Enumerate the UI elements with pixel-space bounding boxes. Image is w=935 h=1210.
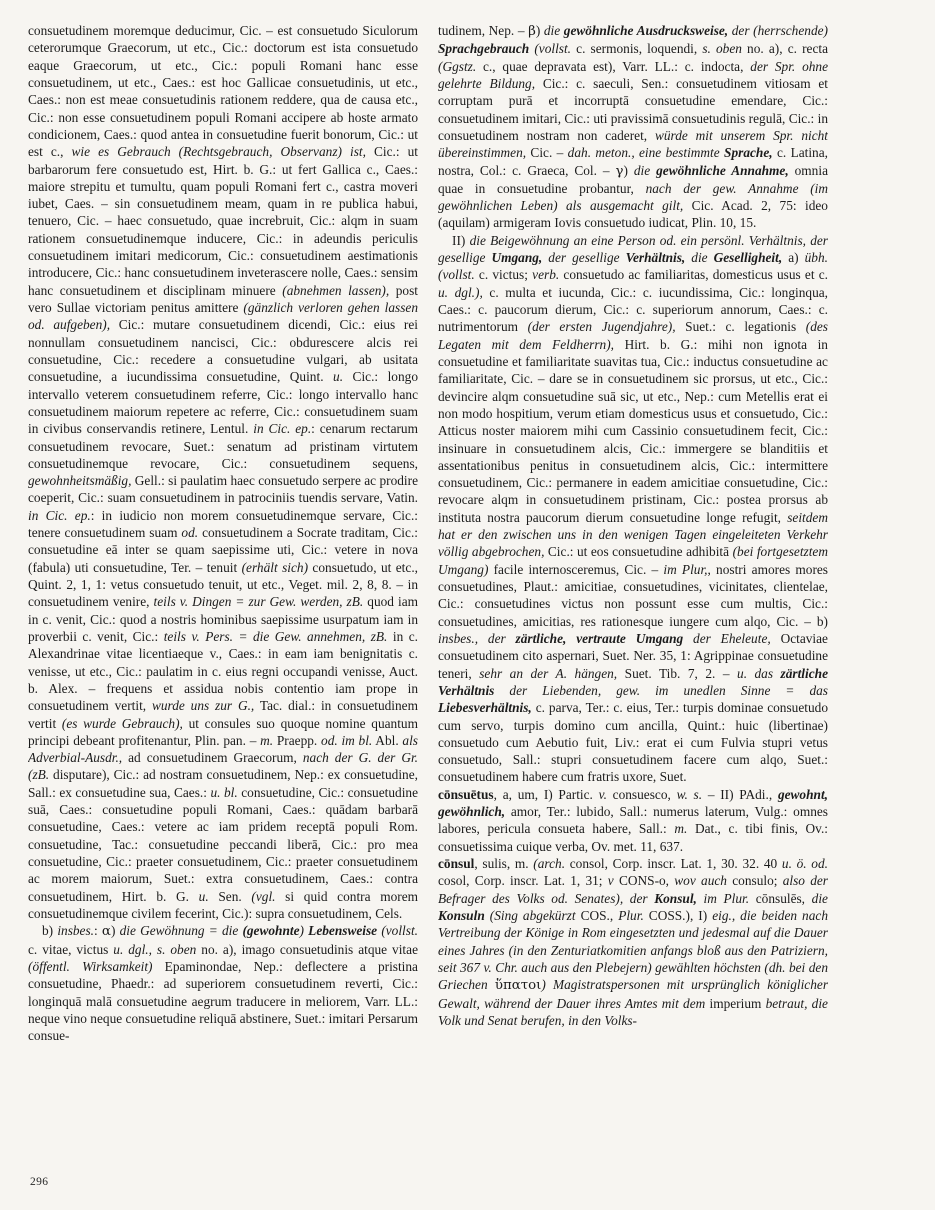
text-run: v xyxy=(607,873,614,889)
text-run: der Spr. ohne gelehrte Bildung, xyxy=(438,58,828,91)
text-run: α xyxy=(101,924,111,940)
text-run: im Plur, xyxy=(663,561,708,577)
text-run: zärtliche, vertraute Umgang xyxy=(515,630,684,646)
text-run: teils v. Dingen = zur Gew. werden, zB. xyxy=(153,594,364,610)
text-run: (arch. xyxy=(533,856,566,871)
text-run: c. multa et iucunda, Cic.: c. iucundissima, Cic.: longinqua, Caes.: c. paucorum dierum, Cic.: c. superiorum annorum, Caes.: c. nutrimentorum xyxy=(438,284,828,335)
text-run: (der ersten Jugendjahre), xyxy=(527,319,676,335)
text-run: (abnehmen lassen), xyxy=(282,282,390,298)
text-run: no. a), c. recta xyxy=(741,41,828,57)
text-run: Sprache, xyxy=(724,145,773,161)
text-run: (Ggstz. xyxy=(438,58,477,74)
text-run: Epaminondae, Nep.: deflectere a pristina consuetudine, Phaedr.: ad superiorem consuetudinem reverti, Cic.: longinquā malā consuetudine aegrum traducere in meliorem, Varr. LL.: neque vino neque consuetudine reliquā abstinere, Suet.: imitari Persarum consue- xyxy=(28,958,418,1044)
text-run: u. dgl., s. oben xyxy=(113,941,197,957)
text-run: ὕπατοι xyxy=(494,978,542,994)
text-run: eig., die beiden nach Vertreibung der Könige in Rom eingesetzten und jedesmal auf die Dauer eines Jahres (in den Zenturiatkomitien anfangs bloß aus den Patriziern, seit 367 v. Chr. auch aus den Plebejern) gewählten höchsten (dh. bei den Griechen xyxy=(438,907,828,993)
text-run: in Cic. ep. xyxy=(253,421,312,437)
text-run: v. xyxy=(598,786,607,802)
text-run: wov auch xyxy=(674,873,727,889)
text-run: die xyxy=(811,890,828,906)
text-run: consuetudinem a Socrate traditam, Cic.: consuetudine eā inter se quam saepissime uti, Cic.: vetere in nova (fabula) uti consuetudine, Ter. – tenuit xyxy=(28,525,418,575)
text-run: γ xyxy=(615,163,624,179)
text-run: gewöhnliche Annahme, xyxy=(656,162,789,178)
text-run: β xyxy=(528,24,536,39)
text-run: insbes. xyxy=(57,923,95,939)
text-run: a) xyxy=(782,250,805,266)
text-run: – II) PAdi., xyxy=(702,786,778,802)
left-text-column xyxy=(28,22,418,1152)
text-run: übh. (vollst. xyxy=(438,250,828,283)
text-run: wie es Gebrauch (Rechtsgebrauch, Observanz) ist, xyxy=(71,144,366,160)
text-run: c. vitae, victus xyxy=(28,941,114,957)
text-run: cōnsuētus xyxy=(438,786,494,802)
text-run: consuesco, xyxy=(606,786,677,802)
text-run: der Eheleute, xyxy=(683,630,771,646)
text-run: (des Legaten mit dem Feldherrn), xyxy=(438,319,828,352)
text-run: CONS-o, xyxy=(613,873,675,889)
dictionary-entry xyxy=(438,232,828,786)
text-run: m. xyxy=(260,732,274,748)
dictionary-entry xyxy=(28,22,418,922)
text-run: ad consuetudinem Graecorum, xyxy=(122,750,303,766)
text-run: gewöhnliche Ausdrucksweise, xyxy=(563,23,729,38)
text-run: m. xyxy=(674,821,688,837)
text-run: u. dgl.), xyxy=(438,284,483,300)
text-run: Cic.: c. saeculi, Sen.: consuetudinem vitiosam et corruptam purā et incorruptā consuetudine emendare, Cic.: consuetudinem imitari, Cic.: uti pravissimā consuetudinis regulā, Cic.: in consuetudinem nostram non caderet, xyxy=(438,75,828,143)
text-run: ) xyxy=(535,23,544,38)
text-run: (vgl. xyxy=(251,888,276,904)
text-run: w. s. xyxy=(676,786,703,802)
text-run: gewohnt, gewöhnlich, xyxy=(438,786,828,820)
text-run: ) Magistratspersonen mit ursprünglich königlicher Gewalt, während der Dauer ihres Amtes mit dem xyxy=(438,977,828,1011)
text-run: insbes., der xyxy=(438,630,516,646)
text-run: c., quae depravata est), Varr. LL.: c. indocta, xyxy=(476,58,751,74)
text-run: consuetudinem moremque deducimur, Cic. – est consuetudo Siculorum ceterorumque Graecorum, ut etc., Cic.: doctorum est ista consuetudo eaque Graecorum, ut etc., Cic.: populi Romani hanc esse consuetudinem, ut etc., Caes.: est hoc Gallicae consuetudinis, ut etc., Caes.: non est meae consuetudinis rationem reddere, qua de causa etc., Cic.: non esse consuetudinem populi Romani accipere ab hoste armato condicionem, Caes.: quod antea in consuetudine fuerit bonorum, Cic.: ut est c., xyxy=(28,23,418,160)
text-run: c. sermonis, loquendi, xyxy=(571,41,703,57)
text-run: seitdem hat er den zwischen uns in den wenigen Tagen eingeleiteten Verkehr völlig abgebrochen, xyxy=(438,509,828,560)
text-run: Lebensweise xyxy=(308,923,378,939)
text-run: Geselligheit, xyxy=(713,250,783,266)
text-run: ) xyxy=(110,923,120,939)
text-run: Verhältnis, xyxy=(625,250,686,266)
text-run: consulo; xyxy=(726,873,783,889)
text-run: u. xyxy=(333,369,344,385)
text-run: in Cic. ep. xyxy=(28,507,91,523)
text-run: consol, Corp. inscr. Lat. 1, 30. 32. 40 xyxy=(565,856,782,871)
text-run: : in iudicio non morem consuetudinemque servare, Cic.: tenere consuetudinem suam xyxy=(28,507,418,541)
text-run: u. ö. od. xyxy=(781,856,828,871)
text-run: die xyxy=(543,23,564,38)
text-run: (es wurde Gebrauch), xyxy=(61,715,183,731)
text-run: : xyxy=(94,923,102,939)
text-run: Tac. dial.: in consuetudinem vertit xyxy=(28,698,418,731)
text-run: Sen. xyxy=(208,888,252,904)
text-run: gewohnheitsmäßig, xyxy=(28,473,132,489)
text-run: Cic.: ut eos consuetudine adhibitā xyxy=(544,544,733,560)
text-run: die xyxy=(685,250,714,266)
text-run: (bei fortgesetztem Umgang) xyxy=(438,544,828,577)
text-run: Umgang, xyxy=(491,250,543,266)
text-run: im Plur. xyxy=(696,890,750,906)
text-run: s. oben xyxy=(702,41,742,57)
text-run: dah. meton., eine bestimmte xyxy=(567,145,725,161)
text-run: Sprachgebrauch xyxy=(438,41,530,57)
text-run: Konsul, xyxy=(654,890,697,906)
text-run: consuetudine, Cic.: consuetudine suā, Caes.: consuetudine populi Romani, Caes.: quādam barbarā consuetudine, Caes.: vetere ac iam pridem receptā populi Rom. consuetudine, Tac.: consuetudine peccandi liberā, Cic.: pro mea consuetudine, Cic.: praeter consuetudinem, Cic.: praeter consuetudinem ac morem maiorum, Suet.: extra consuetudinem, Caes.: contra consuetudinem, Hirt. b. G. xyxy=(28,784,418,904)
two-column-text-body xyxy=(28,22,828,1152)
text-run: , nostri amores mores consuetudines, Plaut.: amicitiae, consuetudines, vicinitates, clientelae, Cic.: consuetudines victus non possunt esse cum multis, Cic.: consuetudines, amicitias, res rationesque iungere cum alqo, Cic. – b) xyxy=(438,561,828,629)
text-run: die Gewöhnung = die xyxy=(119,923,243,939)
text-run: die Beigewöhnung an eine Person od. ein persönl. Verhältnis, der gesellige xyxy=(438,232,828,266)
text-run: sehr an der A. hängen, xyxy=(479,665,618,681)
text-run: Suet. Tib. 7, 2. – xyxy=(617,665,738,681)
dictionary-entry xyxy=(28,922,418,1044)
text-run: , sulis, m. xyxy=(474,856,534,871)
text-run: nach der G. der Gr. (zB. xyxy=(28,750,418,783)
text-run: tudinem, Nep. – xyxy=(438,23,529,38)
text-run: Cic.: longo intervallo veterem consuetudinem referre, Cic.: longo intervallo hanc consuetudinem maiorum repetere ac referre, Cic.: consuetudinem suam in civibus conservandis retinere, Lentul. xyxy=(28,369,418,437)
text-run: in c. Alexandrinae vitae licentiaeque v., Caes.: in eam iam benignitatis c. venisse, ut etc., Cic.: paulatim in c. eius regni occupandi venisse, Auct. b. Alex. – frequens et assidua nobis contentio iam prope in consuetudinem vertit, xyxy=(28,628,418,714)
text-run: facile internosceremus, Cic. – xyxy=(488,561,664,577)
text-run: der (herrschende) xyxy=(728,23,828,38)
text-run: u. xyxy=(198,888,209,904)
text-run: Abl. xyxy=(372,732,403,748)
text-run: Cic.: mutare consuetudinem dicendi, Cic.: eius rei nonnullam consuetudinem nancisci, Cic.: obdurescere alcis rei consuetudine, Cic.: recedere a consuetudine vulgari, ab usitata consuetudine, a iucundissima consuetudine, Quint. xyxy=(28,317,418,385)
text-run: c. Latina, nostra, Col.: c. Graeca, Col. – xyxy=(438,145,828,178)
text-run: imperium xyxy=(709,995,766,1011)
text-run: teils v. Pers. = die Gew. annehmen, zB. xyxy=(163,628,388,644)
text-run: Liebesverhältnis, xyxy=(438,700,532,716)
text-run: Gell.: si paulatim haec consuetudo serpere ac prodire coeperit, Cic.: suam consuetudinem in patrociniis tuendis servare, Vatin. xyxy=(28,473,418,506)
text-run: u. bl. xyxy=(210,784,238,800)
text-run: , a, um, I) Partic. xyxy=(493,786,599,802)
text-run: u. das xyxy=(737,665,781,681)
text-run: no. a), imago consuetudinis atque vitae xyxy=(196,941,418,957)
text-run: b) xyxy=(42,923,58,939)
text-run: consuetudo, ut etc., Quint. 2, 1, 1: vetus consuetudo tenuit, ut etc., Veget. mil. 2, 8, 8. – in consuetudinem venire, xyxy=(28,559,418,610)
text-run: (Sing abgekürzt xyxy=(484,907,576,923)
dictionary-entry xyxy=(438,786,828,855)
text-run: nach der gew. Annahme (im gewöhnlichen Leben) als ausgemacht gilt, xyxy=(438,180,828,214)
text-run: (vollst. xyxy=(534,41,572,57)
text-run: der Liebenden, gew. im unedlen Sinne = das xyxy=(494,682,828,698)
text-run: ) xyxy=(623,162,634,178)
text-run: Konsuln xyxy=(438,907,485,923)
right-text-column xyxy=(438,22,828,1152)
text-run: der gesellige xyxy=(542,250,626,266)
text-run: Hirt. b. G.: mihi non ignota in consuetudine et familiaritate suavitas tua, Cic.: inductus consuetudine ac familiaritate, Cic. – dare se in consuetudinem sic prorsus, ut etc., Cic.: devincire alqm consuetudine suā sic, ut etc., Nep.: cum Metellis erat ei non modo hospitium, verum etiam domesticus usus et consuetudo, Cic.: Atticus noster maiorem mihi cum Cassinio consuetudinem fecit, Cic.: insinuare in consuetudinem alcis, Cic.: immergere se blanditiis et assentationibus penitus in consuetudinem alcis, Cic.: intermittere consuetudinem, Cic.: permanere in eadem amicitiae consuetudine, Cic.: revocare alqm in consuetudinem pristinam, Cic.: postea prorsus ab instituta nostra paucorum dierum consuetudine longe refugit, xyxy=(438,336,828,525)
text-run: die xyxy=(633,162,657,178)
text-run: Cic. Acad. 2, 75: ideo (aquilam) armigeram Iovis consuetudo iudicat, Plin. 10, 15. xyxy=(438,198,828,231)
text-run: disputare), Cic.: ad nostram consuetudinem, Nep.: ex consuetudine, Sall.: ex consuetudine sua, Caes.: xyxy=(28,767,418,800)
text-run: Suet.: c. legationis xyxy=(675,319,806,335)
text-run: (vollst. xyxy=(381,923,418,939)
text-run: od. xyxy=(181,525,199,541)
text-run: also der Befrager des Volks od. Senates), der xyxy=(438,873,828,906)
text-run: als Adverbial-Ausdr., xyxy=(28,732,418,766)
text-run: Cic. – xyxy=(526,145,568,161)
text-run: ) xyxy=(299,923,309,939)
text-run: od. im bl. xyxy=(321,732,373,748)
text-run: betraut, die Volk und Senat berufen, in den Volks- xyxy=(438,995,828,1028)
text-run: COSS.), I) xyxy=(643,907,713,923)
text-run: cōnsul xyxy=(438,856,475,871)
text-run: (gewohnte xyxy=(242,923,300,939)
text-run: Cic.: ut barbarorum fere consuetudo est, Hirt. b. G.: ut fert Gallica c., Caes.: maiore strepitu et tumultu, quam populi Romani fert c., castra moveri iubet, Caes. – sin consuetudinem meam, quam in re publica habui, tenuero, Cic. – haec consuetudo, quae increbruit, Cic.: alqm in suam rationem consuetudinemque inducere, Cic.: in adeundis periculis consuetudinem imitari medicorum, Cic.: consuetudinem aestimationis introducere, Cic.: hanc consuetudinem inveterascere nolle, Caes.: sensim hanc consuetudinem et disciplinam minuere xyxy=(28,144,418,298)
text-run: (öffentl. Wirksamkeit) xyxy=(28,958,153,974)
dictionary-entry xyxy=(438,22,828,232)
text-run: verb. xyxy=(532,267,560,283)
text-run: Octaviae consuetudinem cito aspernari, Suet. Ner. 35, 1: Agrippinae consuetudine teneri, xyxy=(438,630,828,681)
text-run: amor, Ter.: lubido, Sall.: numerus laterum, Vulg.: omnes labores, pericula consueta habere, Sall.: xyxy=(438,804,828,837)
text-run: II) xyxy=(452,232,470,248)
text-run: wurde uns zur G., xyxy=(151,698,255,714)
text-run: (gänzlich verloren gehen lassen od. aufgeben), xyxy=(28,300,418,333)
text-run: : cenarum rectarum consuetudinem revocare, Suet.: senatum ad pristinam virtutem consuetudinemque revocare, Cic.: consuetudinem sequens, xyxy=(28,421,418,471)
text-run: cosol, Corp. inscr. Lat. 1, 31; xyxy=(438,873,608,889)
text-run: Dat., c. tibi finis, Ov.: consuetissima cuique verba, Ov. met. 11, 637. xyxy=(438,821,828,854)
text-run: ut consules suo quoque nomine quantum principi debeant profitenantur, Plin. pan. – xyxy=(28,715,418,748)
text-run: cōnsulēs, xyxy=(749,890,812,906)
text-run: c. victus; xyxy=(474,267,533,283)
text-run: quod iam in c. venit, Cic.: quod a nostris hominibus saepissime usurpatum iam in proverbii c. venit, Cic.: xyxy=(28,594,418,644)
text-run: Plur. xyxy=(618,907,644,923)
text-run: Praepp. xyxy=(273,732,322,748)
dictionary-entry xyxy=(438,855,828,1029)
text-run: COS., xyxy=(575,907,619,923)
text-run: consuetudo ac familiaritas, domesticus usus et c. xyxy=(559,267,828,283)
text-run: (erhält sich) xyxy=(241,559,309,575)
text-run: omnia quae in consuetudine probantur, xyxy=(438,162,828,196)
text-run: post vero Sullae victoriam penitus amittere xyxy=(28,282,418,315)
text-run: si quid contra morem consuetudinemque civilem fecerint, Cic.): supra consuetudinem, Cels. xyxy=(28,888,418,921)
text-run: würde mit unserem Spr. nicht übereinstimmen, xyxy=(438,127,828,161)
text-run: c. parva, Ter.: c. eius, Ter.: turpis dominae consuetudo cum servo, turpis domino cum ancilla, Quint.: huic (libertinae) consuetudo cum Aebutio fuit, Liv.: erat ei cum Fulvia stupri vetus consuetudo, Sall.: stupri consuetudinem facere cum alqo, Suet.: consuetudinem habere cum fratris uxore, Suet. xyxy=(438,700,828,785)
text-run: zärtliche Verhältnis xyxy=(438,665,828,698)
page-number: 296 xyxy=(30,1176,49,1188)
